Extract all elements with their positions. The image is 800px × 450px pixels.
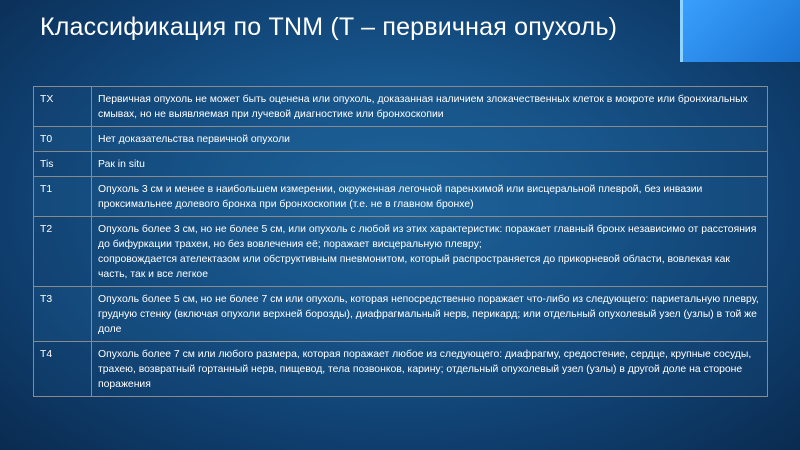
description-text: Опухоль более 5 см, но не более 7 см или опухоль, которая непосредственно поражает что-либо из следующего: париетальную плевру, грудную стенку (включая опухоли верхней борозды), диафрагмальный нерв, перикард; или отдельный опухолевый узел (узлы) в той же доле — [98, 294, 759, 335]
description-text: Опухоль 3 см и менее в наибольшем измерении, окруженная легочной паренхимой или висцеральной плеврой, без инвазии проксимальнее долевого бронха при бронхоскопии (т.е. не в главном бронхе) — [98, 184, 703, 210]
table-row-t3 — [34, 287, 768, 342]
tnm-table — [33, 86, 768, 397]
table-row-t2 — [34, 217, 768, 287]
stage-description-cell — [92, 342, 768, 397]
stage-code-cell: T4 — [34, 342, 92, 397]
stage-code-cell: T2 — [34, 217, 92, 287]
slide-title: Классификация по TNM (T – первичная опухоль) — [40, 13, 618, 41]
stage-code-cell: TX — [34, 87, 92, 127]
stage-description-cell — [92, 152, 768, 177]
stage-description-cell — [92, 287, 768, 342]
stage-description-cell — [92, 177, 768, 217]
stage-code-cell: T3 — [34, 287, 92, 342]
stage-description-cell — [92, 217, 768, 287]
description-text: Нет доказательства первичной опухоли — [98, 134, 290, 145]
stage-description-cell — [92, 87, 768, 127]
description-text: сопровождается ателектазом или обструктивным пневмонитом, который распространяется до прикорневой области, вовлекая как часть, так и все легкое — [98, 254, 730, 280]
description-text: Опухоль более 7 см или любого размера, которая поражает любое из следующего: диафрагму, средостение, сердце, крупные сосуды, трахею, возвратный гортанный нерв, пищевод, тела позвонков, карину; отдельный опухолевый узел (узлы) в другой доле на стороне поражения — [98, 349, 752, 390]
table-row-tx — [34, 87, 768, 127]
description-text: Первичная опухоль не может быть оценена или опухоль, доказанная наличием злокачественных клеток в мокроте или бронхиальных смывах, но не выявляемая при лучевой диагностике или бронхоскопии — [98, 94, 748, 120]
stage-code-cell: Tis — [34, 152, 92, 177]
accent-bar — [680, 0, 800, 62]
table-row-tis — [34, 152, 768, 177]
table-row-t1 — [34, 177, 768, 217]
stage-code-cell: T0 — [34, 127, 92, 152]
stage-code-cell: T1 — [34, 177, 92, 217]
table-row-t4 — [34, 342, 768, 397]
description-text: Рак in situ — [98, 159, 145, 170]
stage-description-cell — [92, 127, 768, 152]
table-row-t0 — [34, 127, 768, 152]
accent-line — [680, 0, 683, 62]
description-text: Опухоль более 3 см, но не более 5 см, или опухоль с любой из этих характеристик: поражает главный бронх независимо от расстояния до бифуркации трахеи, но без вовлечения её; поражает висцеральную плевру; — [98, 224, 757, 250]
